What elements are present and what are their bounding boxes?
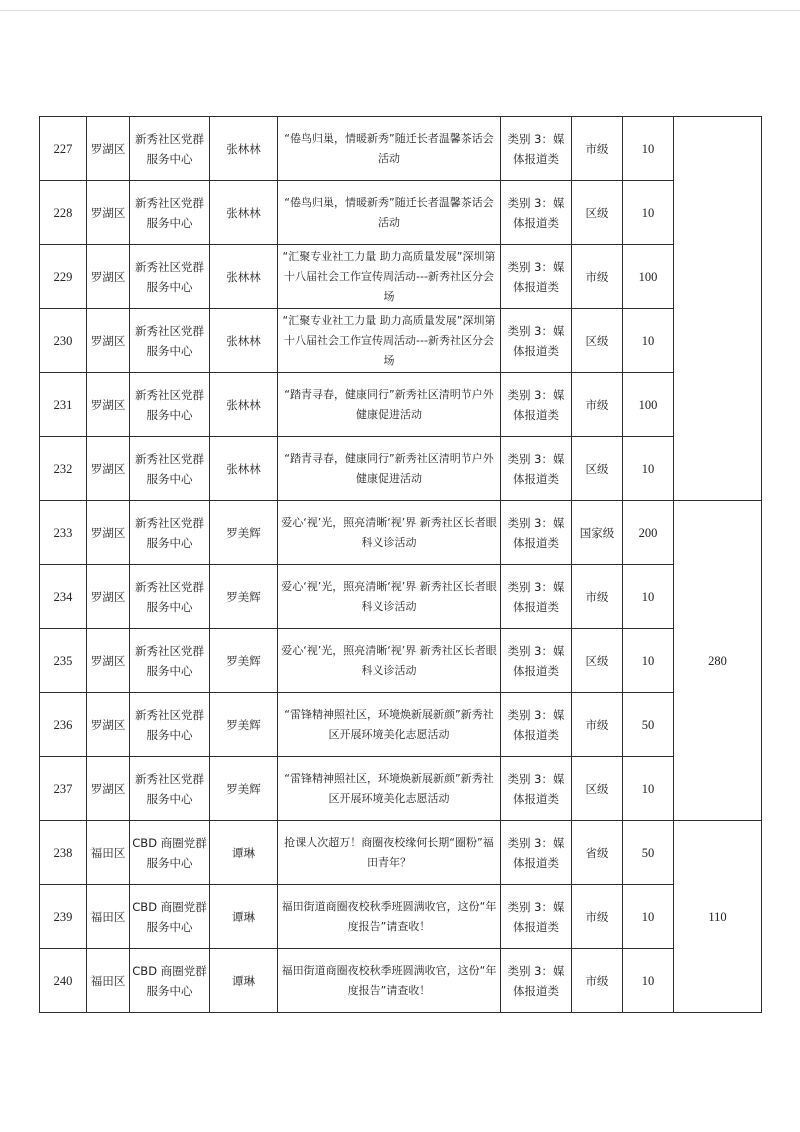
organization-cell: CBD 商圈党群服务中心: [130, 885, 210, 949]
row-number: 229: [40, 245, 87, 309]
row-number: 231: [40, 373, 87, 437]
score-cell: 10: [623, 885, 674, 949]
activity-title-cell: 抢课人次超万！商圈夜校缘何长期“圈粉”福田青年？: [278, 821, 501, 885]
table-row: [40, 373, 762, 437]
level-cell: 市级: [572, 565, 623, 629]
level-cell: 区级: [572, 181, 623, 245]
district-cell: 罗湖区: [87, 181, 130, 245]
person-cell: 张林林: [210, 309, 278, 373]
district-cell: 罗湖区: [87, 437, 130, 501]
table-row: [40, 885, 762, 949]
activity-title-cell: 福田街道商圈夜校秋季班圆满收官，这份“年度报告”请查收！: [278, 949, 501, 1013]
table-row: [40, 757, 762, 821]
organization-cell: 新秀社区党群服务中心: [130, 437, 210, 501]
score-cell: 10: [623, 181, 674, 245]
district-cell: 罗湖区: [87, 373, 130, 437]
organization-cell: 新秀社区党群服务中心: [130, 309, 210, 373]
category-cell: 类别 3：媒体报道类: [501, 309, 572, 373]
organization-cell: CBD 商圈党群服务中心: [130, 949, 210, 1013]
district-cell: 罗湖区: [87, 245, 130, 309]
person-cell: 罗美辉: [210, 693, 278, 757]
category-cell: 类别 3：媒体报道类: [501, 181, 572, 245]
organization-cell: 新秀社区党群服务中心: [130, 565, 210, 629]
row-number: 228: [40, 181, 87, 245]
person-cell: 张林林: [210, 117, 278, 181]
row-number: 239: [40, 885, 87, 949]
category-cell: 类别 3：媒体报道类: [501, 565, 572, 629]
organization-cell: 新秀社区党群服务中心: [130, 245, 210, 309]
row-number: 236: [40, 693, 87, 757]
person-cell: 罗美辉: [210, 501, 278, 565]
row-number: 230: [40, 309, 87, 373]
organization-cell: 新秀社区党群服务中心: [130, 693, 210, 757]
category-cell: 类别 3：媒体报道类: [501, 437, 572, 501]
score-cell: 10: [623, 117, 674, 181]
score-cell: 10: [623, 949, 674, 1013]
row-number: 233: [40, 501, 87, 565]
category-cell: 类别 3：媒体报道类: [501, 501, 572, 565]
level-cell: 市级: [572, 245, 623, 309]
category-cell: 类别 3：媒体报道类: [501, 117, 572, 181]
table-body: [40, 117, 762, 1013]
row-number: 237: [40, 757, 87, 821]
award-record-table: [39, 116, 762, 1013]
table-row: [40, 181, 762, 245]
level-cell: 市级: [572, 117, 623, 181]
table-row: [40, 693, 762, 757]
level-cell: 市级: [572, 949, 623, 1013]
organization-cell: 新秀社区党群服务中心: [130, 181, 210, 245]
level-cell: 区级: [572, 437, 623, 501]
district-cell: 福田区: [87, 885, 130, 949]
category-cell: 类别 3：媒体报道类: [501, 821, 572, 885]
district-cell: 罗湖区: [87, 693, 130, 757]
category-cell: 类别 3：媒体报道类: [501, 693, 572, 757]
district-cell: 福田区: [87, 821, 130, 885]
district-cell: 罗湖区: [87, 117, 130, 181]
table-row: [40, 629, 762, 693]
score-cell: 10: [623, 629, 674, 693]
category-cell: 类别 3：媒体报道类: [501, 949, 572, 1013]
table-row: [40, 565, 762, 629]
district-cell: 罗湖区: [87, 757, 130, 821]
page-top-rule: [0, 10, 800, 11]
score-cell: 10: [623, 309, 674, 373]
level-cell: 区级: [572, 757, 623, 821]
score-cell: 10: [623, 565, 674, 629]
district-cell: 罗湖区: [87, 309, 130, 373]
organization-cell: 新秀社区党群服务中心: [130, 117, 210, 181]
table-row: [40, 437, 762, 501]
person-cell: 张林林: [210, 373, 278, 437]
category-cell: 类别 3：媒体报道类: [501, 629, 572, 693]
district-cell: 福田区: [87, 949, 130, 1013]
level-cell: 区级: [572, 309, 623, 373]
activity-title-cell: “汇聚专业社工力量 助力高质量发展”深圳第十八届社会工作宣传周活动---新秀社区分会场: [278, 309, 501, 373]
organization-cell: 新秀社区党群服务中心: [130, 629, 210, 693]
person-cell: 谭琳: [210, 949, 278, 1013]
activity-title-cell: “倦鸟归巢，情暖新秀”随迁长者温馨茶话会活动: [278, 181, 501, 245]
organization-cell: 新秀社区党群服务中心: [130, 757, 210, 821]
category-cell: 类别 3：媒体报道类: [501, 245, 572, 309]
score-cell: 100: [623, 373, 674, 437]
score-cell: 100: [623, 245, 674, 309]
row-number: 235: [40, 629, 87, 693]
person-cell: 张林林: [210, 245, 278, 309]
group-total-cell: [674, 117, 762, 501]
table-row: [40, 821, 762, 885]
level-cell: 国家级: [572, 501, 623, 565]
table-row: [40, 949, 762, 1013]
row-number: 240: [40, 949, 87, 1013]
activity-title-cell: “踏青寻春，健康同行”新秀社区清明节户外健康促进活动: [278, 437, 501, 501]
activity-title-cell: “雷锋精神照社区，环境焕新展新颜”新秀社区开展环境美化志愿活动: [278, 693, 501, 757]
level-cell: 区级: [572, 629, 623, 693]
row-number: 232: [40, 437, 87, 501]
person-cell: 谭琳: [210, 821, 278, 885]
score-cell: 10: [623, 437, 674, 501]
score-cell: 50: [623, 693, 674, 757]
level-cell: 市级: [572, 693, 623, 757]
activity-title-cell: 爱心‘视’光，照亮清晰‘视’界 新秀社区长者眼科义诊活动: [278, 629, 501, 693]
person-cell: 罗美辉: [210, 565, 278, 629]
organization-cell: 新秀社区党群服务中心: [130, 501, 210, 565]
activity-title-cell: 爱心‘视’光，照亮清晰‘视’界 新秀社区长者眼科义诊活动: [278, 565, 501, 629]
district-cell: 罗湖区: [87, 565, 130, 629]
row-number: 227: [40, 117, 87, 181]
table-row: [40, 501, 762, 565]
category-cell: 类别 3：媒体报道类: [501, 757, 572, 821]
category-cell: 类别 3：媒体报道类: [501, 885, 572, 949]
score-cell: 200: [623, 501, 674, 565]
category-cell: 类别 3：媒体报道类: [501, 373, 572, 437]
person-cell: 罗美辉: [210, 629, 278, 693]
level-cell: 省级: [572, 821, 623, 885]
table-row: [40, 309, 762, 373]
level-cell: 市级: [572, 885, 623, 949]
score-cell: 50: [623, 821, 674, 885]
person-cell: 张林林: [210, 437, 278, 501]
row-number: 234: [40, 565, 87, 629]
organization-cell: CBD 商圈党群服务中心: [130, 821, 210, 885]
activity-title-cell: “踏青寻春，健康同行”新秀社区清明节户外健康促进活动: [278, 373, 501, 437]
organization-cell: 新秀社区党群服务中心: [130, 373, 210, 437]
table-row: [40, 117, 762, 181]
level-cell: 市级: [572, 373, 623, 437]
person-cell: 张林林: [210, 181, 278, 245]
district-cell: 罗湖区: [87, 629, 130, 693]
table-row: [40, 245, 762, 309]
activity-title-cell: 福田街道商圈夜校秋季班圆满收官，这份“年度报告”请查收！: [278, 885, 501, 949]
row-number: 238: [40, 821, 87, 885]
district-cell: 罗湖区: [87, 501, 130, 565]
score-cell: 10: [623, 757, 674, 821]
group-total-cell: 110: [674, 821, 762, 1013]
activity-title-cell: “雷锋精神照社区，环境焕新展新颜”新秀社区开展环境美化志愿活动: [278, 757, 501, 821]
activity-title-cell: 爱心‘视’光，照亮清晰‘视’界 新秀社区长者眼科义诊活动: [278, 501, 501, 565]
activity-title-cell: “倦鸟归巢，情暖新秀”随迁长者温馨茶话会活动: [278, 117, 501, 181]
person-cell: 谭琳: [210, 885, 278, 949]
group-total-cell: 280: [674, 501, 762, 821]
activity-title-cell: “汇聚专业社工力量 助力高质量发展”深圳第十八届社会工作宣传周活动---新秀社区分会场: [278, 245, 501, 309]
person-cell: 罗美辉: [210, 757, 278, 821]
